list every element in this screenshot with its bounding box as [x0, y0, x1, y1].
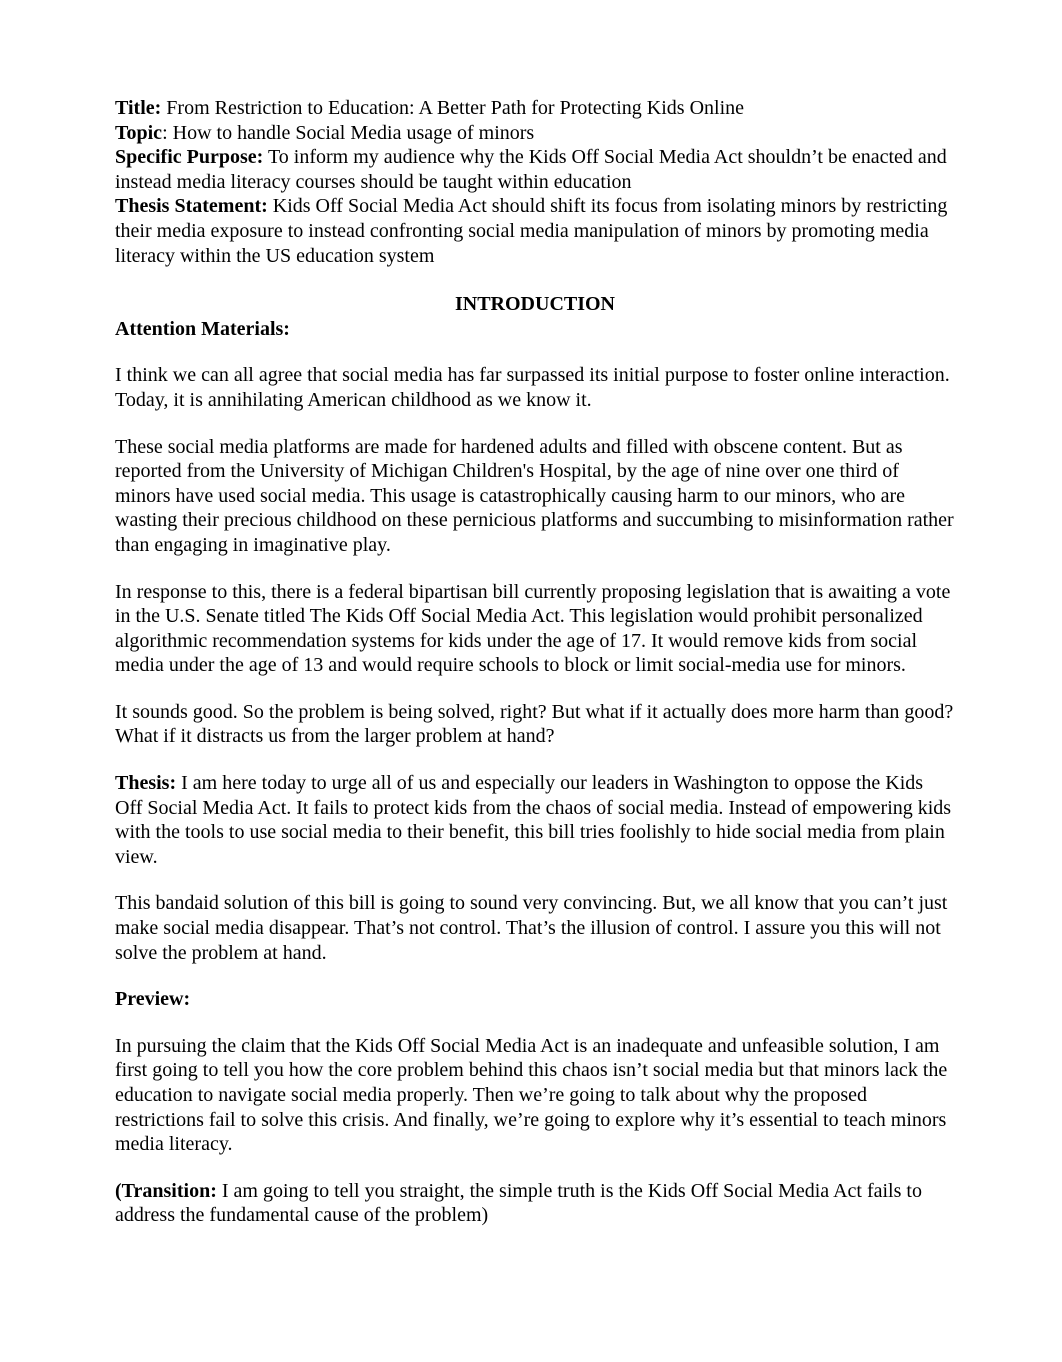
paragraph-intro-2: These social media platforms are made for hardened adults and filled with obscene content. But as reported from the University of Michigan Children's Hospital, by the age of nine over one third of minors have used social media. This usage is catastrophically causing harm to our minors, who are wasting their precious childhood on these pernicious platforms and succumbing to misinformation rather than engaging in imaginative play.	[115, 435, 954, 556]
thesis-statement-line	[115, 194, 955, 268]
attention-materials-heading: Attention Materials:	[115, 317, 290, 340]
introduction-heading: INTRODUCTION	[454, 293, 616, 316]
bandaid-paragraph: This bandaid solution of this bill is going to sound very convincing. But, we all know that you can’t just make social media disappear. That’s not control. That’s the illusion of control. I assure you this will not solve the problem at hand.	[115, 892, 948, 964]
thesis-label: Thesis:	[115, 772, 177, 795]
title-label: Title:	[115, 97, 162, 119]
preview-heading: Preview:	[115, 988, 191, 1011]
document-page	[115, 96, 955, 1228]
thesis-statement-value: Kids Off Social Media Act should shift its focus from isolating minors by restricting their media exposure to instead confronting social media manipulation of minors by promoting media literacy within the US education system	[115, 195, 948, 267]
paragraph-intro-4: It sounds good. So the problem is being solved, right? But what if it actually does more harm than good? What if it distracts us from the larger problem at hand?	[115, 700, 954, 748]
thesis-statement-label: Thesis Statement:	[115, 195, 268, 218]
specific-purpose-label: Specific Purpose:	[115, 146, 264, 169]
thesis-paragraph	[115, 771, 955, 869]
topic-label: Topic	[115, 121, 163, 144]
title-value: From Restriction to Education: A Better Path for Protecting Kids Online	[161, 97, 745, 119]
transition-label: (Transition:	[115, 1179, 217, 1202]
topic-value: : How to handle Social Media usage of minors	[162, 121, 535, 144]
paragraph-intro-3: In response to this, there is a federal bipartisan bill currently proposing legislation that is awaiting a vote in the U.S. Senate titled The Kids Off Social Media Act. This legislation would prohibit personalized algorithmic recommendation systems for kids under the age of 17. It would remove kids from social media under the age of 13 and would require schools to block or limit social-media use for minors.	[115, 580, 951, 677]
specific-purpose-value: To inform my audience why the Kids Off Social Media Act shouldn’t be enacted and instead media literacy courses should be taught within education	[115, 146, 947, 193]
thesis-text: I am here today to urge all of us and especially our leaders in Washington to oppose the Kids Off Social Media Act. It fails to protect kids from the chaos of social media. Instead of empowering kids with the tools to use social media to their benefit, this bill tries foolishly to hide social media from plain view.	[115, 772, 952, 868]
specific-purpose-line	[115, 145, 955, 194]
paragraph-intro-1: I think we can all agree that social media has far surpassed its initial purpose to foster online interaction. Today, it is annihilating American childhood as we know it.	[115, 364, 950, 411]
topic-line	[115, 121, 955, 146]
preview-paragraph: In pursuing the claim that the Kids Off Social Media Act is an inadequate and unfeasible solution, I am first going to tell you how the core problem behind this chaos isn’t social media but that minors lack the education to navigate social media properly. Then we’re going to talk about why the proposed restrictions fail to solve this crisis. And finally, we’re going to explore why it’s essential to teach minors media literacy.	[115, 1034, 948, 1156]
title-line	[115, 96, 955, 121]
transition-paragraph	[115, 1179, 955, 1228]
transition-text: I am going to tell you straight, the simple truth is the Kids Off Social Media Act fails to address the fundamental cause of the problem)	[115, 1179, 922, 1227]
